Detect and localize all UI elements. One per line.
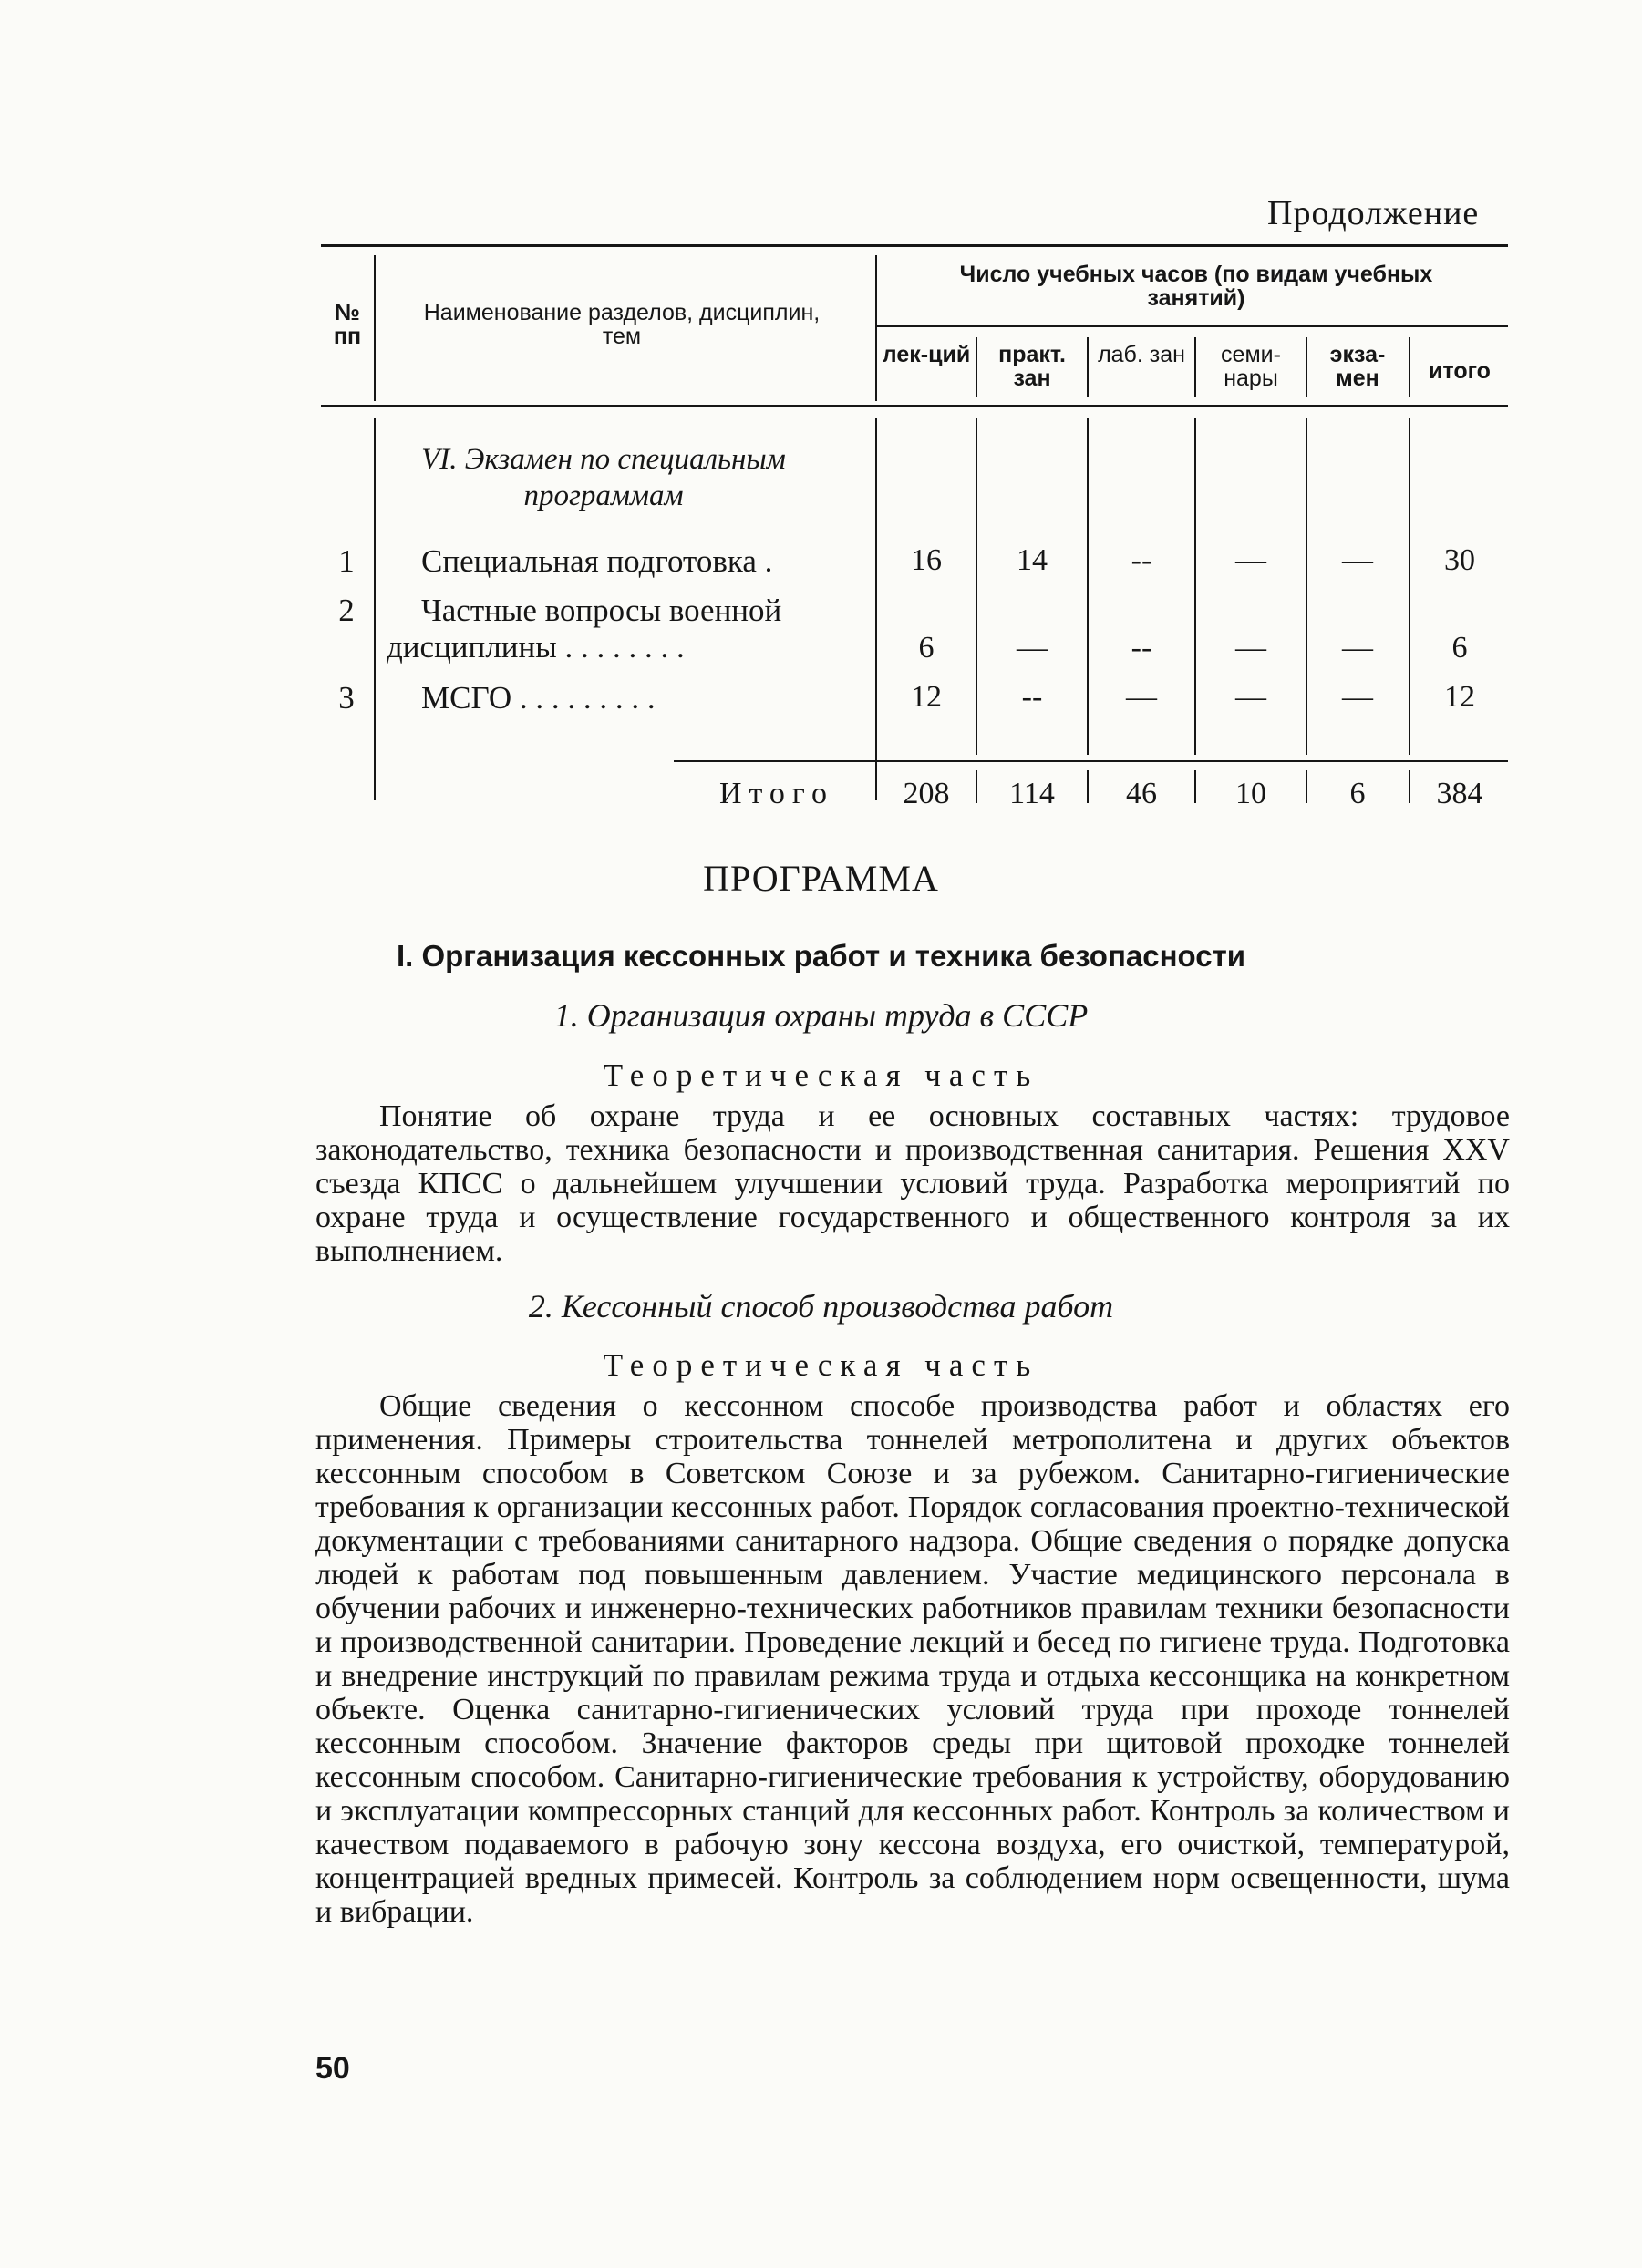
cell-exam: — [1342, 543, 1373, 577]
col-divider [1306, 418, 1307, 755]
theory-label: Теоретическая часть [603, 1347, 1039, 1383]
paragraph: Понятие об охране труда и ее основных составных частях: трудовое законодательство, техника безопасности и производственная санитария. Решения XXV съезда КПСС о дальнейшем улучшении условий труда. Разработка мероприятий по охране труда и осуществление государственного и общественного контроля за их выполнением. [315, 1099, 1510, 1268]
total-divider [1306, 770, 1307, 803]
row-name: Частные вопросы военной дисциплины . . . . . . . . [387, 593, 782, 665]
continued-label: Продолжение [1267, 194, 1480, 232]
col-header-practice: практ. зан [998, 342, 1066, 392]
cell-practice: — [1017, 631, 1048, 665]
col-divider [875, 418, 877, 800]
cell-lab: — [1126, 680, 1157, 714]
cell-lectures: 16 [911, 543, 942, 577]
total-rule [674, 760, 1508, 762]
total-exam: 6 [1349, 777, 1366, 810]
total-lectures: 208 [903, 777, 950, 810]
page-number: 50 [315, 2051, 350, 2086]
hours-table [321, 244, 1508, 809]
col-divider [1409, 418, 1410, 755]
total-lab: 46 [1126, 777, 1157, 810]
col-header-number: № пп [333, 300, 362, 350]
col-divider [976, 418, 977, 755]
total-practice: 114 [1009, 777, 1055, 810]
cell-lectures: 6 [918, 631, 935, 665]
cell-practice: -- [1021, 680, 1043, 714]
row-name: МСГО . . . . . . . . . [421, 680, 656, 716]
section-title: VI. Экзамен по специальным программам [421, 443, 786, 513]
row-name: Специальная подготовка . [421, 543, 773, 579]
col-header-lectures: лек-ций [882, 342, 971, 367]
cell-total: 12 [1444, 680, 1475, 714]
col-divider [1306, 337, 1307, 397]
col-divider [1194, 337, 1196, 397]
row-number: 1 [338, 543, 355, 579]
hours-group-rule [877, 325, 1508, 327]
subsection-title: 1. Организация охраны труда в СССР [553, 997, 1089, 1034]
program-title: ПРОГРАММА [703, 858, 939, 899]
header-bottom-rule [321, 405, 1508, 407]
cell-lab: -- [1131, 543, 1152, 577]
cell-total: 30 [1444, 543, 1475, 577]
col-divider [1087, 337, 1089, 397]
row-number: 2 [338, 593, 355, 628]
cell-seminars: — [1235, 631, 1266, 665]
table-top-rule [321, 244, 1508, 247]
col-divider [1087, 418, 1089, 755]
paragraph: Общие сведения о кессонном способе производства работ и областях его применения. Примеры строительства тоннелей метрополитена и других объектов кессонным способом в Советском Союзе и за рубежом. Санитарно-гигиенические требования к организации кессонных работ. Порядок согласования проектно-технической документации с требованиями санитарного надзора. Общие сведения о порядке допуска людей к работам под повышенным давлением. Участие медицинского персонала в обучении рабочих и инженерно-технических работников правилам техники безопасности и производственной санитарии. Проведение лекций и бесед по гигиене труда. Подготовка и внедрение инструкций по правилам режима труда и отдыха кессонщика на конкретном объекте. Оценка санитарно-гигиенических условий труда при проходе тоннелей кессонным способом. Значение факторов среды при щитовой проходке тоннелей кессонным способом. Санитарно-гигиенические требования к устройству, оборудованию и эксплуатации компрессорных станций для кессонных работ. Контроль за количеством и качеством подаваемого в рабочую зону кессона воздуха, его очисткой, температурой, концентрацией вредных примесей. Контроль за соблюдением норм освещенности, шума и вибрации. [315, 1389, 1510, 1929]
cell-practice: 14 [1017, 543, 1048, 577]
total-label: Итого [718, 777, 835, 810]
cell-seminars: — [1235, 680, 1266, 714]
cell-lectures: 12 [911, 680, 942, 714]
col-divider [875, 255, 877, 401]
total-divider [1194, 770, 1196, 803]
section-heading: I. Организация кессонных работ и техника безопасности [396, 939, 1246, 973]
col-divider [1409, 337, 1410, 397]
total-divider [1409, 770, 1410, 803]
cell-exam: — [1342, 631, 1373, 665]
col-header-name: Наименование разделов, дисциплин, тем [423, 300, 821, 350]
total-divider [976, 770, 977, 803]
total-overall: 384 [1436, 777, 1483, 810]
row-number: 3 [338, 680, 355, 716]
total-seminars: 10 [1235, 777, 1266, 810]
col-divider [374, 255, 376, 401]
cell-exam: — [1342, 680, 1373, 714]
cell-total: 6 [1451, 631, 1468, 665]
col-header-lab: лаб. зан [1098, 342, 1185, 367]
theory-label: Теоретическая часть [603, 1057, 1039, 1093]
col-divider [976, 337, 977, 397]
cell-seminars: — [1235, 543, 1266, 577]
col-header-hours-group: Число учебных часов (по видам учебных занятий) [959, 262, 1433, 312]
subsection-title: 2. Кессонный способ производства работ [528, 1288, 1114, 1325]
col-divider [1194, 418, 1196, 755]
total-divider [1087, 770, 1089, 803]
col-header-total: итого [1429, 358, 1491, 384]
cell-lab: -- [1131, 631, 1152, 665]
col-header-seminars: семи-нары [1221, 342, 1281, 392]
col-header-exam: экза-мен [1329, 342, 1386, 392]
